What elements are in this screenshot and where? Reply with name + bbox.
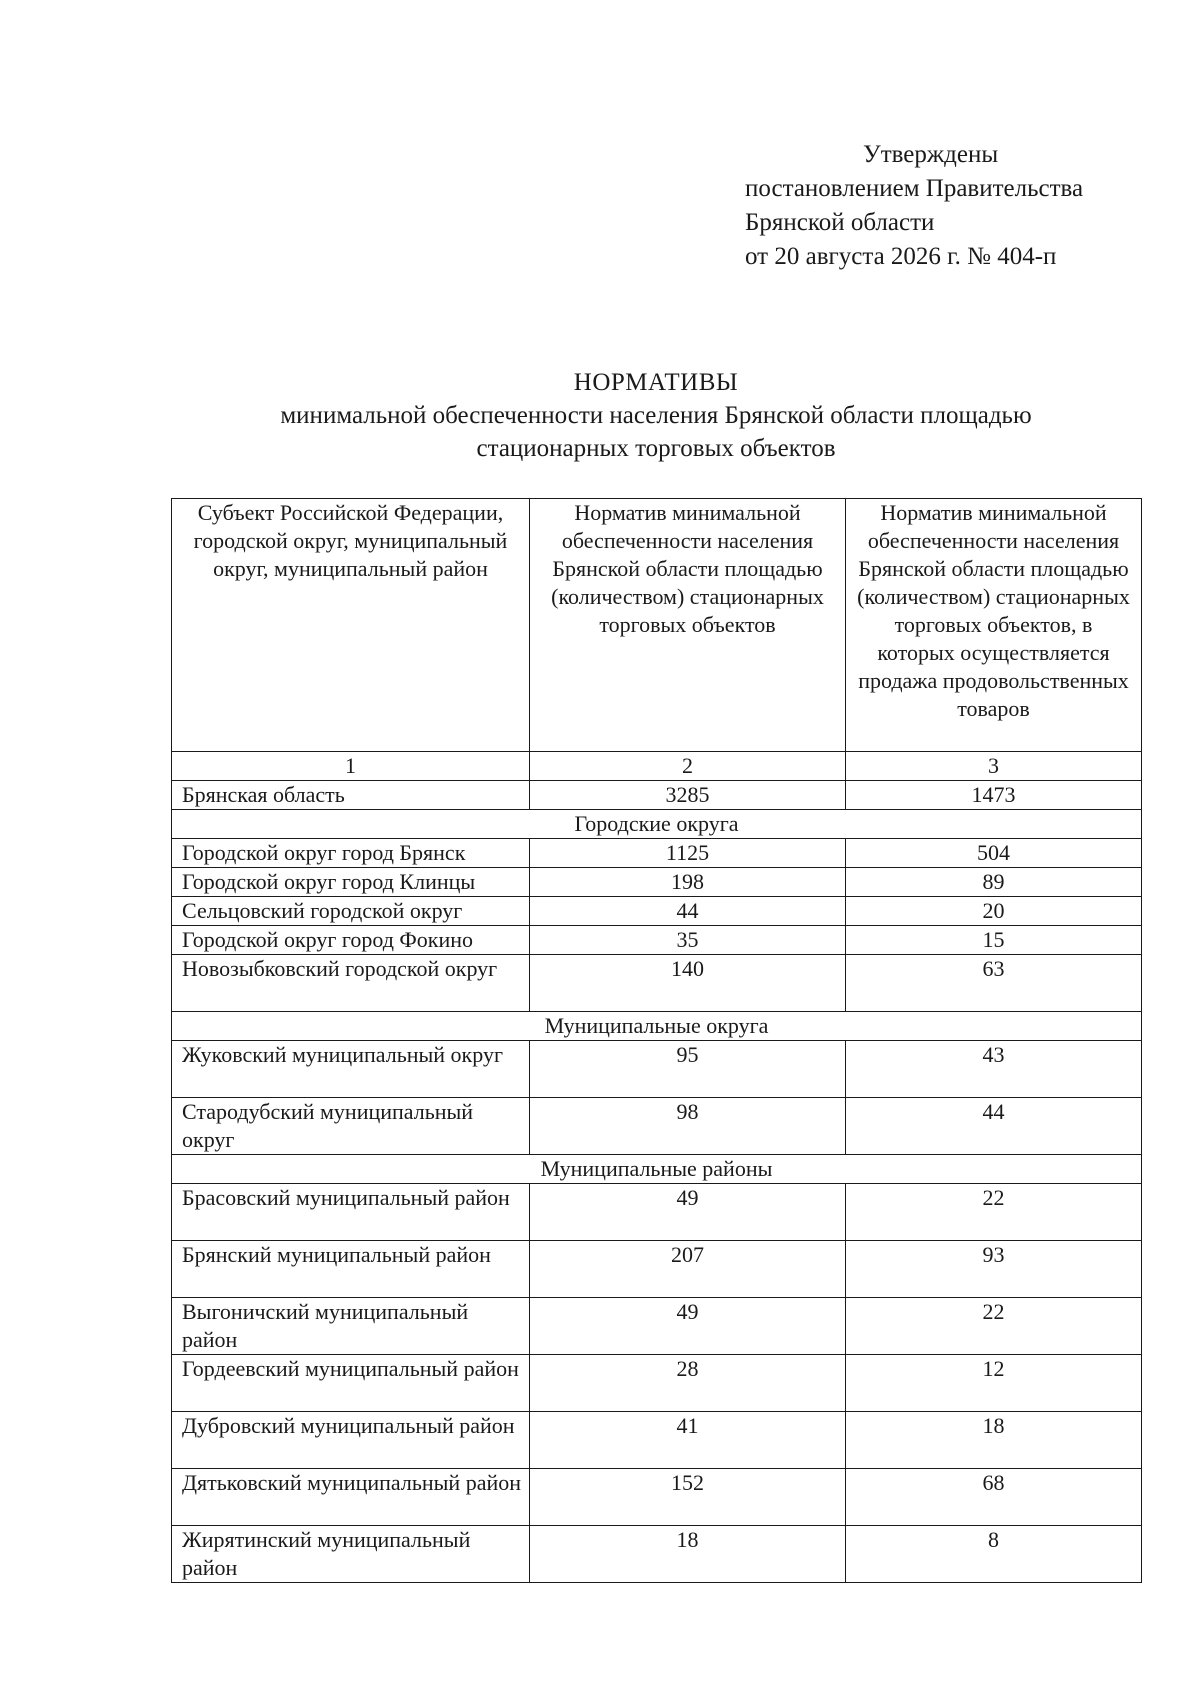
approval-line-1: Утверждены [863, 141, 999, 168]
table-row [172, 1412, 1142, 1469]
row-name: Новозыбковский городской округ [172, 955, 530, 1012]
row-total: 207 [530, 1241, 846, 1298]
column-number: 3 [846, 752, 1142, 781]
column-number: 1 [172, 752, 530, 781]
table-row [172, 897, 1142, 926]
document-subtitle-line-1: минимальной обеспеченности населения Брянской области площадью [280, 402, 1032, 429]
row-food: 93 [846, 1241, 1142, 1298]
row-total: 95 [530, 1041, 846, 1098]
row-food: 68 [846, 1469, 1142, 1526]
table-row [172, 926, 1142, 955]
row-name: Брянский муниципальный район [172, 1241, 530, 1298]
section-title: Городские округа [172, 810, 1142, 839]
row-total: 98 [530, 1098, 846, 1155]
column-number-row [172, 752, 1142, 781]
row-food: 22 [846, 1184, 1142, 1241]
row-food: 1473 [846, 781, 1142, 810]
column-number: 2 [530, 752, 846, 781]
table-row [172, 839, 1142, 868]
row-food: 504 [846, 839, 1142, 868]
row-food: 18 [846, 1412, 1142, 1469]
row-total: 3285 [530, 781, 846, 810]
table-body [172, 781, 1142, 1583]
row-total: 198 [530, 868, 846, 897]
header-food-norm: Норматив минимальной обеспеченности населения Брянской области площадью (количеством) стационарных торговых объектов, в которых осуществляется продажа продовольственных товаров [846, 499, 1142, 752]
row-name: Дятьковский муниципальный район [172, 1469, 530, 1526]
row-food: 12 [846, 1355, 1142, 1412]
section-header-row [172, 1012, 1142, 1041]
section-title: Муниципальные округа [172, 1012, 1142, 1041]
table-row [172, 1469, 1142, 1526]
table-row [172, 1298, 1142, 1355]
row-food: 44 [846, 1098, 1142, 1155]
row-total: 1125 [530, 839, 846, 868]
approval-line-3: Брянской области [745, 209, 935, 236]
document-title: НОРМАТИВЫ [573, 369, 739, 396]
table-row [172, 868, 1142, 897]
row-food: 15 [846, 926, 1142, 955]
table-row [172, 1184, 1142, 1241]
row-name: Дубровский муниципальный район [172, 1412, 530, 1469]
approval-line-4: от 20 августа 2026 г. № 404-п [745, 243, 1057, 270]
row-total: 18 [530, 1526, 846, 1583]
norms-table [171, 498, 1142, 1583]
table-row [172, 1526, 1142, 1583]
row-food: 20 [846, 897, 1142, 926]
row-total: 35 [530, 926, 846, 955]
document-title-block [0, 366, 1200, 465]
row-food: 22 [846, 1298, 1142, 1355]
row-name: Стародубский муниципальный округ [172, 1098, 530, 1155]
row-food: 43 [846, 1041, 1142, 1098]
row-name: Гордеевский муниципальный район [172, 1355, 530, 1412]
row-food: 8 [846, 1526, 1142, 1583]
row-total: 140 [530, 955, 846, 1012]
table-row [172, 1355, 1142, 1412]
section-title: Муниципальные районы [172, 1155, 1142, 1184]
row-name: Брасовский муниципальный район [172, 1184, 530, 1241]
row-food: 63 [846, 955, 1142, 1012]
section-header-row [172, 810, 1142, 839]
document-subtitle-line-2: стационарных торговых объектов [476, 435, 836, 462]
table-row [172, 1098, 1142, 1155]
header-subject: Субъект Российской Федерации, городской округ, муниципальный округ, муниципальный район [172, 499, 530, 752]
table-row-region [172, 781, 1142, 810]
approval-stamp [745, 138, 1083, 274]
row-total: 28 [530, 1355, 846, 1412]
row-name: Городской округ город Клинцы [172, 868, 530, 897]
table-header-row [172, 499, 1142, 752]
row-total: 49 [530, 1184, 846, 1241]
row-name: Жирятинский муниципальный район [172, 1526, 530, 1583]
row-total: 44 [530, 897, 846, 926]
header-total-norm: Норматив минимальной обеспеченности населения Брянской области площадью (количеством) стационарных торговых объектов [530, 499, 846, 752]
row-total: 152 [530, 1469, 846, 1526]
row-total: 41 [530, 1412, 846, 1469]
row-name: Сельцовский городской округ [172, 897, 530, 926]
table-row [172, 955, 1142, 1012]
row-name: Городской округ город Брянск [172, 839, 530, 868]
approval-line-2: постановлением Правительства [745, 175, 1084, 202]
row-name: Брянская область [172, 781, 530, 810]
row-food: 89 [846, 868, 1142, 897]
row-name: Жуковский муниципальный округ [172, 1041, 530, 1098]
row-name: Выгоничский муниципальный район [172, 1298, 530, 1355]
table-row [172, 1041, 1142, 1098]
row-total: 49 [530, 1298, 846, 1355]
row-name: Городской округ город Фокино [172, 926, 530, 955]
table-row [172, 1241, 1142, 1298]
section-header-row [172, 1155, 1142, 1184]
